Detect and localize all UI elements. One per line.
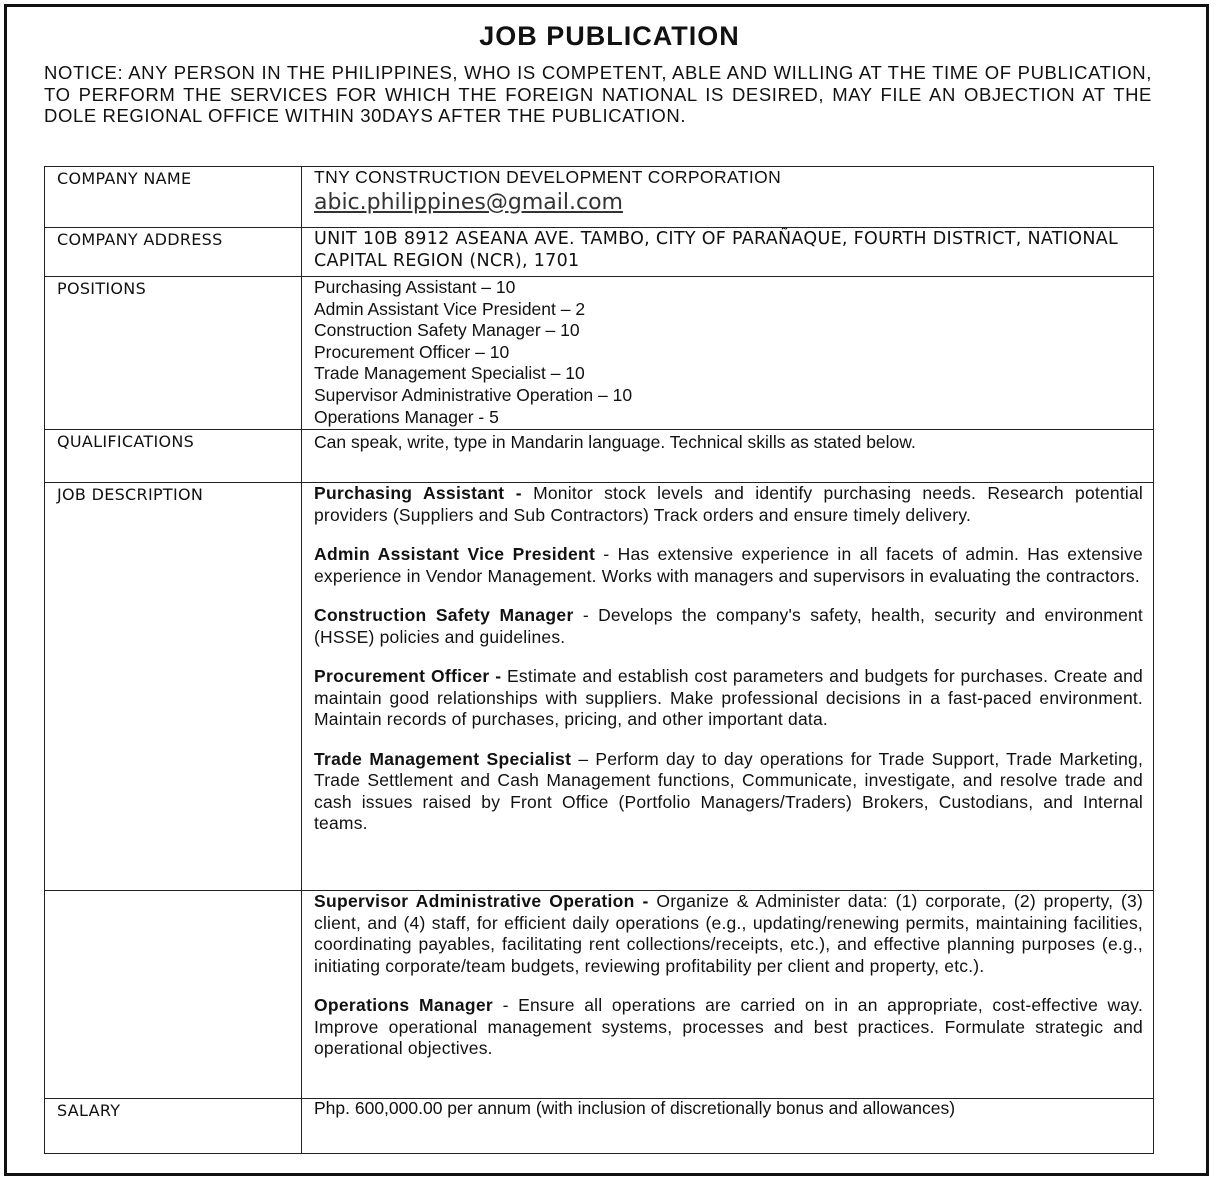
label-job-description: JOB DESCRIPTION <box>45 483 302 891</box>
job-text: Monitor stock levels and identify purchasing needs. Research potential providers (Suppliers and Sub Contractors) Track orders and ensure timely delivery. <box>314 483 1143 525</box>
job-description-item <box>314 666 1143 731</box>
job-text: Organize & Administer data: (1) corporate, (2) property, (3) client, and (4) staff, for efficient daily operations (e.g., updating/renewing permits, maintaining facilities, coordinating payables, facilitating rent collections/receipts, etc.), and effective planning purposes (e.g., initiating corporate/team budgets, reviewing profitability per client and property, etc.). <box>314 891 1143 976</box>
row-job-description-continued <box>45 891 1154 1099</box>
label-company-name: COMPANY NAME <box>45 167 302 228</box>
job-description-part-2 <box>302 891 1154 1099</box>
label-company-address: COMPANY ADDRESS <box>45 228 302 277</box>
salary-text: Php. 600,000.00 per annum (with inclusion of discretionally bonus and allowances) <box>302 1099 1154 1154</box>
publication-table <box>44 166 1154 1154</box>
job-title: Operations Manager <box>314 995 494 1015</box>
notice-text: NOTICE: ANY PERSON IN THE PHILIPPINES, WHO IS COMPETENT, ABLE AND WILLING AT THE TIME OF PUBLICATION, TO PERFORM THE SERVICES FOR WHICH THE FOREIGN NATIONAL IS DESIRED, MAY FILE AN OBJECTION AT THE DOLE REGIONAL OFFICE WITHIN 30DAYS AFTER THE PUBLICATION. <box>44 62 1152 126</box>
company-name-cell <box>302 167 1154 228</box>
row-positions <box>45 277 1154 430</box>
page-title: JOB PUBLICATION <box>479 21 740 51</box>
company-address: UNIT 10B 8912 ASEANA AVE. TAMBO, CITY OF PARAÑAQUE, FOURTH DISTRICT, NATIONAL CAPITAL REGION (NCR), 1701 <box>302 228 1154 277</box>
position-item: Admin Assistant Vice President – 2 <box>314 298 586 319</box>
qualifications-text: Can speak, write, type in Mandarin language. Technical skills as stated below. <box>302 430 1154 483</box>
position-item: Purchasing Assistant – 10 <box>314 277 516 297</box>
job-title: Construction Safety Manager <box>314 605 574 625</box>
position-item: Trade Management Specialist – 10 <box>314 363 585 384</box>
job-description-item <box>314 483 1143 526</box>
job-title: Procurement Officer - <box>314 666 502 686</box>
label-salary: SALARY <box>45 1099 302 1154</box>
empty-label-cell <box>45 891 302 1099</box>
job-description-item <box>314 749 1143 835</box>
row-company-name <box>45 167 1154 228</box>
job-description-item <box>314 995 1143 1060</box>
company-name: TNY CONSTRUCTION DEVELOPMENT CORPORATION <box>314 167 782 187</box>
position-item: Construction Safety Manager – 10 <box>314 320 580 341</box>
job-description-item <box>314 605 1143 648</box>
job-description-part-1 <box>302 483 1154 891</box>
job-title: Admin Assistant Vice President <box>314 544 596 564</box>
job-description-item <box>314 544 1143 587</box>
label-qualifications: QUALIFICATIONS <box>45 430 302 483</box>
job-text: Estimate and establish cost parameters and budgets for purchases. Create and maintain good relationships with suppliers. Make professional decisions in a fast-paced environment. Maintain records of purchases, pricing, and other important data. <box>314 666 1143 729</box>
job-text: - Develops the company's safety, health, security and environment (HSSE) policies and guidelines. <box>314 605 1143 647</box>
job-title: Supervisor Administrative Operation - <box>314 891 649 911</box>
job-title: Trade Management Specialist <box>314 748 572 769</box>
positions-list <box>302 277 1154 430</box>
job-text: - Has extensive experience in all facets of admin. Has extensive experience in Vendor Management. Works with managers and supervisors in evaluating the contractors. <box>314 544 1143 586</box>
row-salary <box>45 1099 1154 1154</box>
row-qualifications <box>45 430 1154 483</box>
position-item: Supervisor Administrative Operation – 10 <box>314 384 633 405</box>
row-job-description <box>45 483 1154 891</box>
label-positions: POSITIONS <box>45 277 302 430</box>
job-title: Purchasing Assistant - <box>314 483 522 503</box>
job-text: - Ensure all operations are carried on in an appropriate, cost-effective way. Improve operational management systems, processes and best practices. Formulate strategic and operational objectives. <box>314 995 1144 1058</box>
company-email-link[interactable]: abic.philippines@gmail.com <box>314 189 623 215</box>
row-company-address <box>45 228 1154 277</box>
position-item: Operations Manager - 5 <box>314 406 499 427</box>
job-description-item <box>314 891 1143 977</box>
job-text: – Perform day to day operations for Trade Support, Trade Marketing, Trade Settlement and Cash Management functions, Communicate, investigate, and resolve trade and cash issues raised by Front Office (Portfolio Managers/Traders) Brokers, Custodians, and Internal teams. <box>314 748 1144 833</box>
position-item: Procurement Officer – 10 <box>314 341 510 362</box>
